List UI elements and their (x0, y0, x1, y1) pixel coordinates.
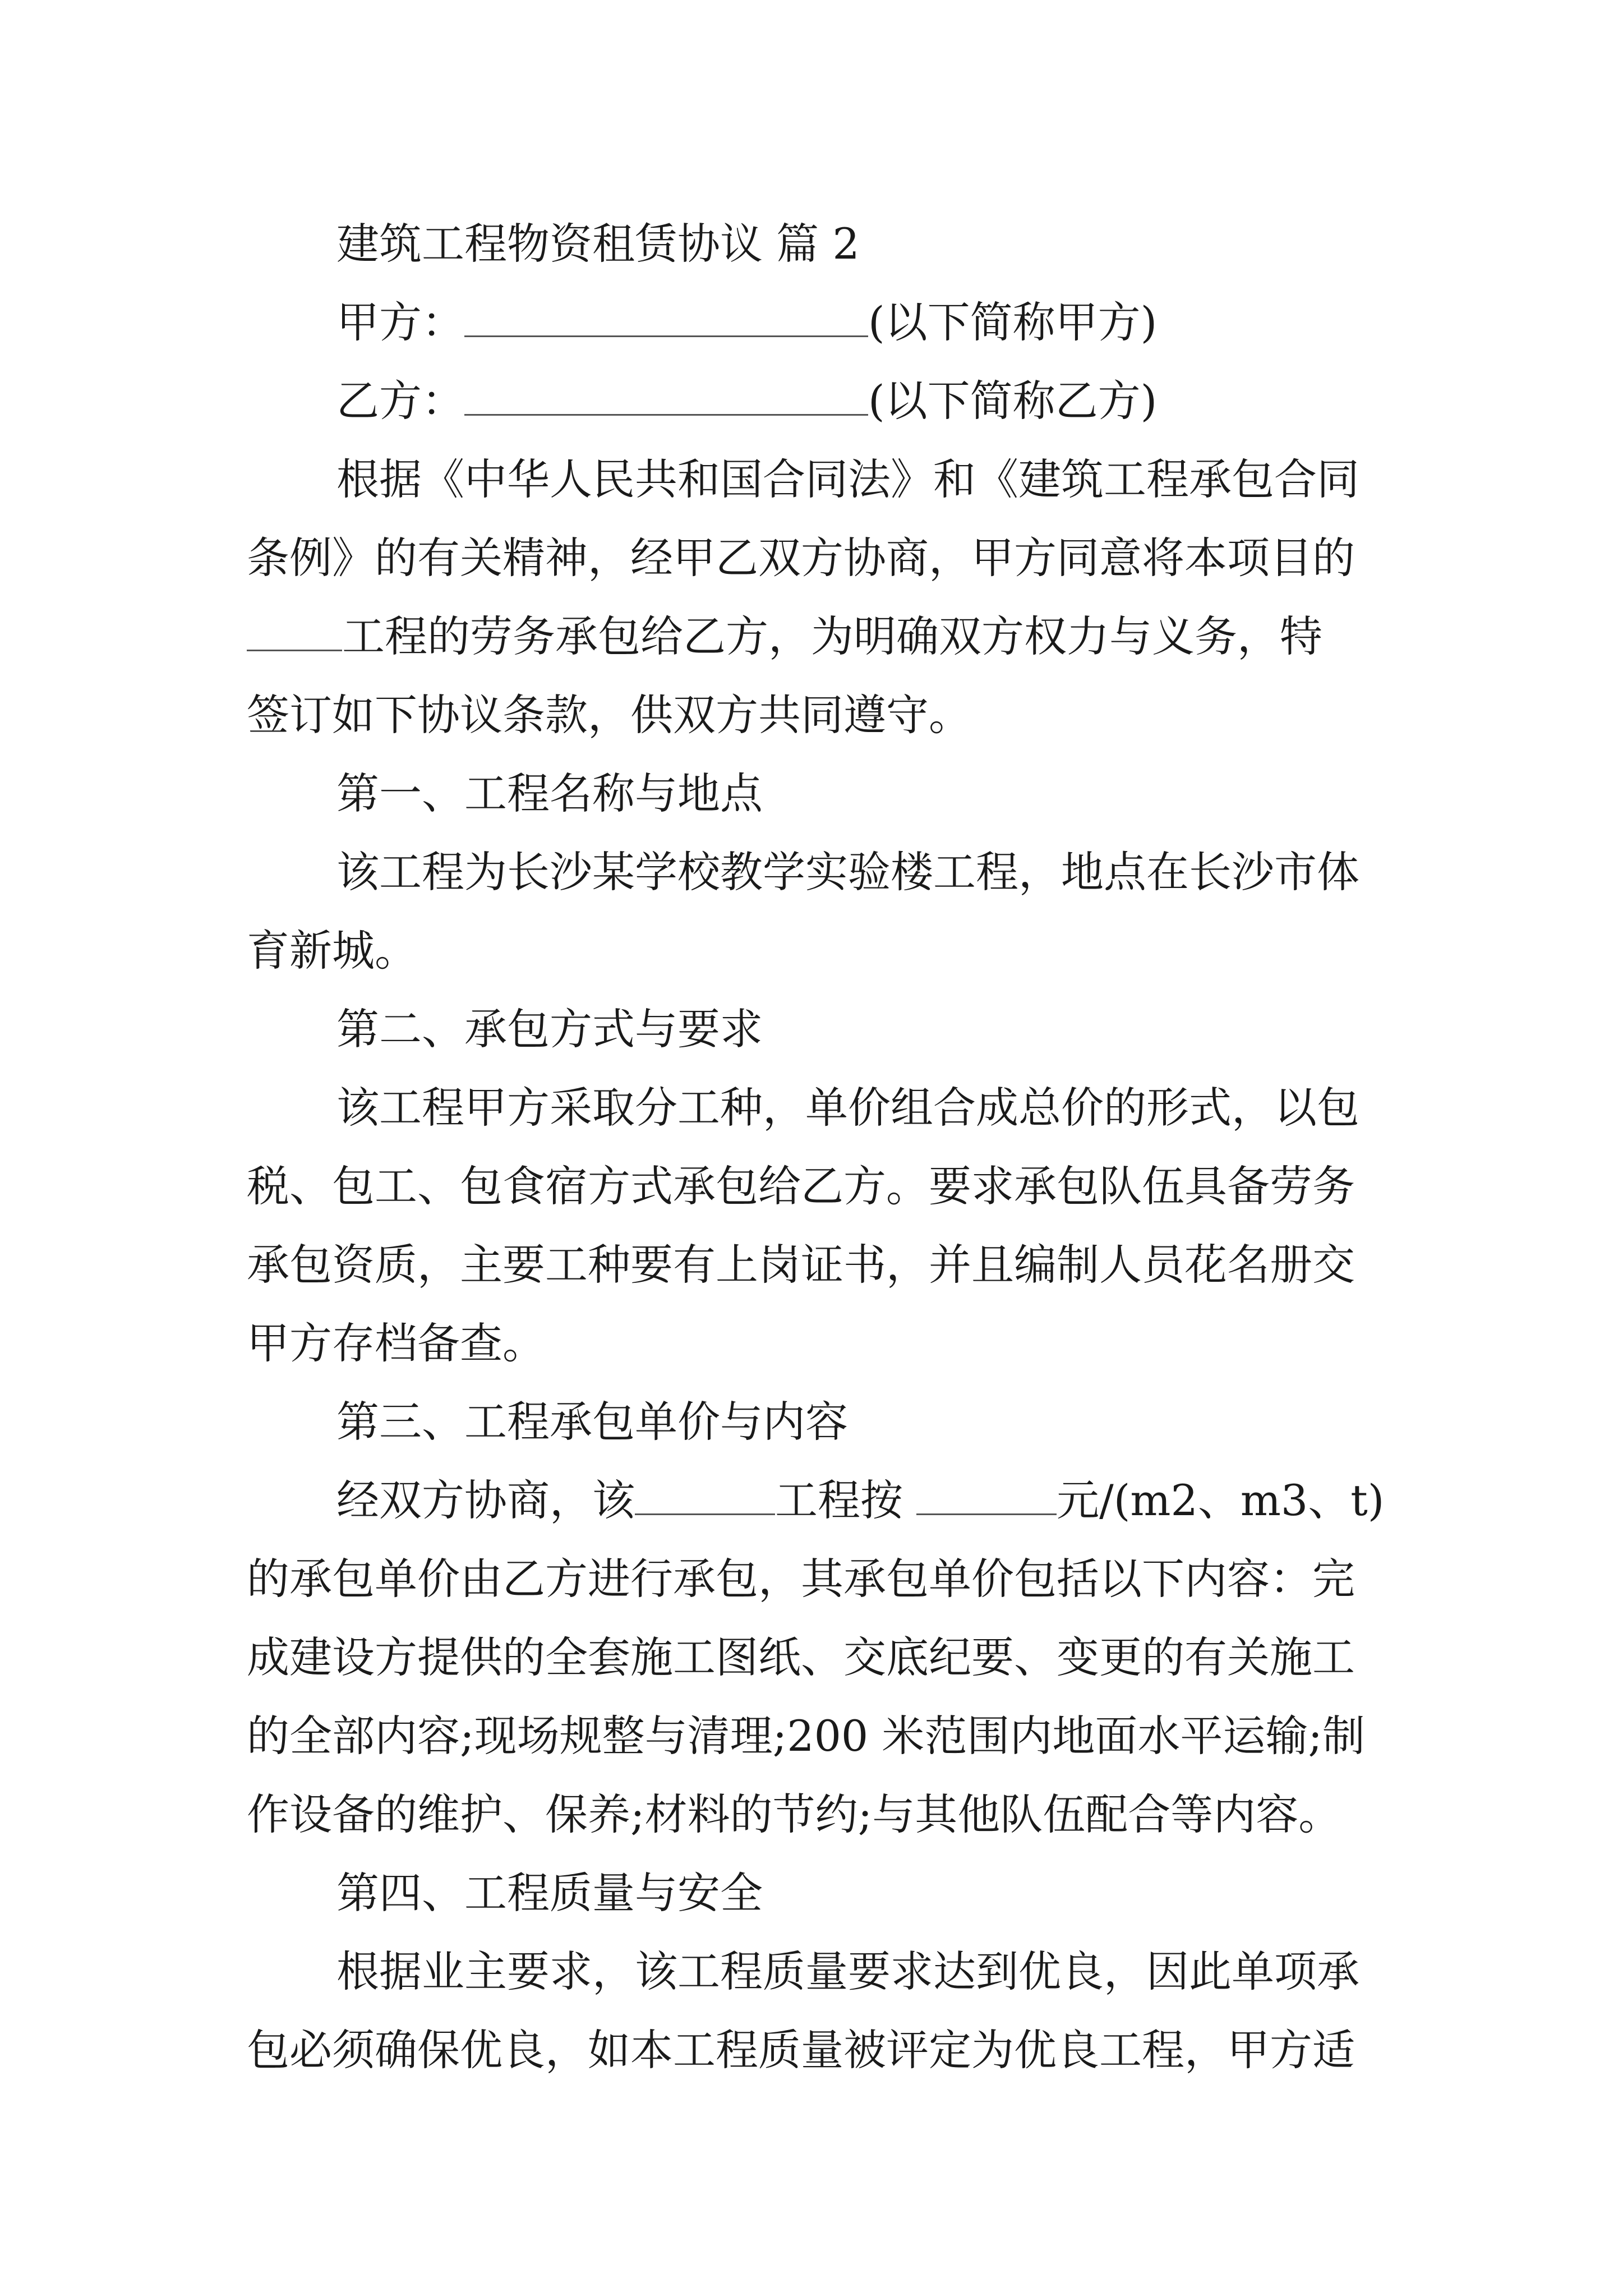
party-a-label: 甲方： (336, 297, 464, 347)
work-type-blank (635, 1474, 775, 1515)
section-3-line-1-b: 工程按 (775, 1475, 903, 1525)
section-4-line-1: 根据业主要求，该工程质量要求达到优良，因此单项承 (336, 1947, 1359, 1996)
section-3-line-1-c: 元/(m2、m3、t) (1057, 1475, 1385, 1525)
section-1-heading: 第一、工程名称与地点 (336, 769, 763, 818)
intro-line-3 (247, 609, 1322, 665)
project-blank (247, 610, 342, 651)
section-3-line-3: 成建设方提供的全套施工图纸、交底纪要、变更的有关施工 (247, 1632, 1355, 1682)
party-b-label: 乙方： (336, 376, 464, 426)
section-3-line-1 (336, 1473, 1384, 1529)
section-2-line-4: 甲方存档备查。 (247, 1318, 545, 1368)
section-2-line-2: 税、包工、包食宿方式承包给乙方。要求承包队伍具备劳务 (247, 1161, 1355, 1211)
intro-line-3-text: 工程的劳务承包给乙方，为明确双方权力与义务，特 (342, 611, 1322, 661)
section-2-line-1: 该工程甲方采取分工种，单价组合成总价的形式，以包 (336, 1083, 1359, 1133)
party-b-suffix: (以下简称乙方) (868, 376, 1158, 426)
section-1-line-1: 该工程为长沙某学校教学实验楼工程，地点在长沙市体 (336, 847, 1359, 897)
section-1-line-2: 育新城。 (247, 926, 417, 976)
party-b-blank (464, 375, 868, 416)
intro-line-4: 签订如下协议条款，供双方共同遵守。 (247, 690, 971, 740)
section-2-line-3: 承包资质，主要工种要有上岗证书，并且编制人员花名册交 (247, 1240, 1355, 1290)
unit-price-blank (916, 1474, 1057, 1515)
section-3-line-1-a: 经双方协商，该 (336, 1475, 635, 1525)
section-2-heading: 第二、承包方式与要求 (336, 1004, 763, 1054)
intro-line-2: 条例》的有关精神，经甲乙双方协商，甲方同意将本项目的 (247, 533, 1355, 583)
section-3-line-5: 作设备的维护、保养;材料的节约;与其他队伍配合等内容。 (247, 1789, 1341, 1839)
party-a-blank (464, 296, 868, 337)
party-a-line (336, 295, 1157, 351)
party-b-line (336, 373, 1157, 429)
section-3-line-2: 的承包单价由乙方进行承包，其承包单价包括以下内容：完 (247, 1554, 1355, 1604)
party-a-suffix: (以下简称甲方) (868, 297, 1158, 347)
section-4-line-2: 包必须确保优良，如本工程质量被评定为优良工程，甲方适 (247, 2025, 1355, 2075)
section-3-line-4: 的全部内容;现场规整与清理;200 米范围内地面水平运输;制 (247, 1711, 1366, 1761)
section-4-heading: 第四、工程质量与安全 (336, 1868, 763, 1918)
section-3-heading: 第三、工程承包单价与内容 (336, 1397, 848, 1447)
document-title: 建筑工程物资租赁协议 篇 2 (336, 219, 860, 269)
intro-line-1: 根据《中华人民共和国合同法》和《建筑工程承包合同 (336, 454, 1359, 504)
